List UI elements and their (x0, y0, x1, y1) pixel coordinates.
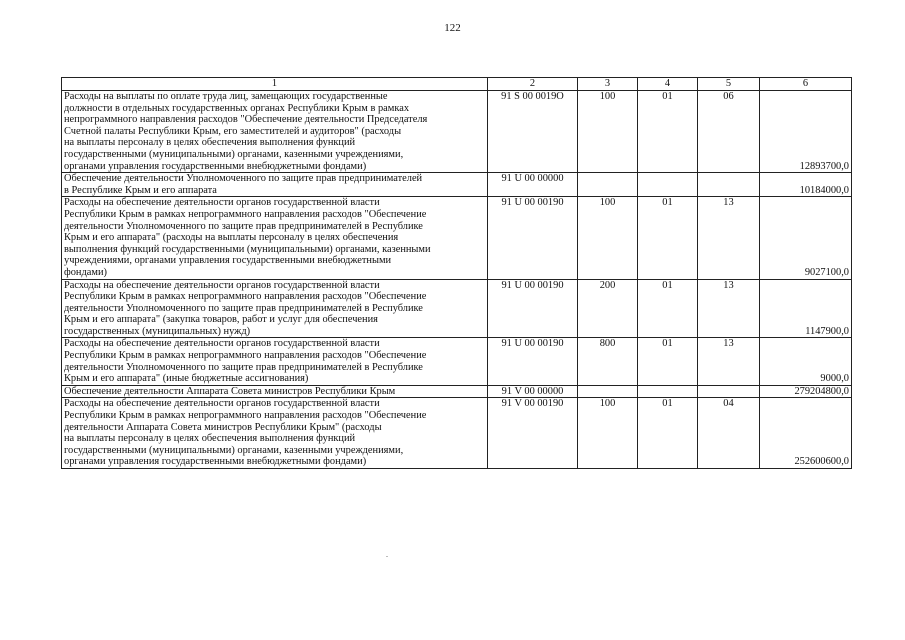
expense-type-code (578, 173, 638, 197)
expense-description (62, 385, 488, 398)
column-header: 4 (638, 78, 698, 91)
description-line: Республики Крым в рамках непрограммного направления расходов "Обеспечение (64, 291, 427, 303)
table-row (62, 385, 852, 398)
table-row (62, 279, 852, 338)
column-header: 5 (698, 78, 760, 91)
table-row (62, 173, 852, 197)
table-row (62, 197, 852, 279)
description-line: в Республике Крым и его аппарата (64, 184, 217, 196)
description-line: деятельности Уполномоченного по защите прав предпринимателей в Республике (64, 302, 423, 314)
page-number: 122 (444, 22, 461, 34)
table-row (62, 338, 852, 385)
description-line: Расходы на обеспечение деятельности органов государственной власти (64, 338, 380, 350)
subsection-code: 13 (698, 197, 760, 279)
description-line: Обеспечение деятельности Аппарата Совета министров Республики Крым (64, 385, 396, 397)
subsection-code: 06 (698, 91, 760, 173)
column-header: 1 (62, 78, 488, 91)
subsection-code: 04 (698, 398, 760, 469)
description-line: Расходы на выплаты по оплате труда лиц, замещающих государственные (64, 91, 388, 102)
section-code: 01 (638, 338, 698, 385)
target-article-code: 91 V 00 00190 (488, 398, 578, 469)
target-article-code: 91 V 00 00000 (488, 385, 578, 398)
description-line: Республики Крым в рамках непрограммного направления расходов "Обеспечение (64, 350, 427, 362)
description-line: на выплаты персоналу в целях обеспечения выполнения функций (64, 137, 356, 149)
amount-value: 279204800,0 (760, 385, 852, 398)
section-code: 01 (638, 398, 698, 469)
description-line: деятельности Аппарата Совета министров Республики Крым" (расходы (64, 421, 382, 433)
expense-type-code: 100 (578, 398, 638, 469)
expense-type-code: 100 (578, 197, 638, 279)
description-line: фондами) (64, 266, 107, 278)
target-article-code: 91 U 00 00000 (488, 173, 578, 197)
description-line: деятельности Уполномоченного по защите прав предпринимателей в Республике (64, 361, 423, 373)
description-line: Республики Крым в рамках непрограммного направления расходов "Обеспечение (64, 410, 427, 422)
expense-description (62, 173, 488, 197)
description-line: Крым и его аппарата" (иные бюджетные ассигнования) (64, 373, 309, 385)
section-code (638, 385, 698, 398)
description-line: Крым и его аппарата" (закупка товаров, работ и услуг для обеспечения (64, 314, 378, 326)
description-line: государственными (муниципальными) органами, казенными учреждениями, (64, 444, 404, 456)
description-line: Крым и его аппарата" (расходы на выплаты персоналу в целях обеспечения (64, 232, 399, 244)
section-code: 01 (638, 91, 698, 173)
target-article-code: 91 S 00 0019О (488, 91, 578, 173)
description-line: Расходы на обеспечение деятельности органов государственной власти (64, 279, 380, 291)
amount-value: 9027100,0 (760, 197, 852, 279)
description-line: Счетной палаты Республики Крым, его заместителей и аудиторов" (расходы (64, 125, 402, 137)
subsection-code: 13 (698, 338, 760, 385)
description-line: государственными (муниципальными) органами, казенными учреждениями, (64, 148, 404, 160)
description-line: на выплаты персоналу в целях обеспечения выполнения функций (64, 433, 356, 445)
expense-type-code: 100 (578, 91, 638, 173)
expense-description (62, 338, 488, 385)
amount-value: 252600600,0 (760, 398, 852, 469)
description-line: выполнения функций государственными (муниципальными) органами, казенными (64, 243, 431, 255)
description-line: учреждениями, органами управления государственными внебюджетными (64, 255, 392, 267)
expense-type-code (578, 385, 638, 398)
description-line: Обеспечение деятельности Уполномоченного по защите прав предпринимателей (64, 173, 423, 185)
amount-value: 12893700,0 (760, 91, 852, 173)
description-line: Расходы на обеспечение деятельности органов государственной власти (64, 197, 380, 209)
target-article-code: 91 U 00 00190 (488, 338, 578, 385)
subsection-code: 13 (698, 279, 760, 338)
column-header: 6 (760, 78, 852, 91)
scan-speck (386, 556, 388, 557)
description-line: должности в отдельных государственных органах Республики Крым в рамках (64, 102, 410, 114)
budget-table (61, 77, 852, 469)
column-header: 2 (488, 78, 578, 91)
description-line: органами управления государственными внебюджетными фондами) (64, 456, 367, 468)
description-line: государственных (муниципальных) нужд) (64, 325, 251, 337)
description-line: органами управления государственными внебюджетными фондами) (64, 160, 367, 172)
table-row (62, 91, 852, 173)
amount-value: 1147900,0 (760, 279, 852, 338)
column-header: 3 (578, 78, 638, 91)
table-header-row (62, 78, 852, 91)
expense-description (62, 398, 488, 469)
expense-description (62, 197, 488, 279)
expense-type-code: 200 (578, 279, 638, 338)
description-line: непрограммного направления расходов "Обеспечение деятельности Председателя (64, 114, 428, 126)
description-line: Республики Крым в рамках непрограммного направления расходов "Обеспечение (64, 208, 427, 220)
table-row (62, 398, 852, 469)
section-code: 01 (638, 279, 698, 338)
target-article-code: 91 U 00 00190 (488, 197, 578, 279)
description-line: деятельности Уполномоченного по защите прав предпринимателей в Республике (64, 220, 423, 232)
amount-value: 9000,0 (760, 338, 852, 385)
subsection-code (698, 173, 760, 197)
description-line: Расходы на обеспечение деятельности органов государственной власти (64, 398, 380, 410)
subsection-code (698, 385, 760, 398)
section-code: 01 (638, 197, 698, 279)
target-article-code: 91 U 00 00190 (488, 279, 578, 338)
section-code (638, 173, 698, 197)
expense-type-code: 800 (578, 338, 638, 385)
expense-description (62, 91, 488, 173)
amount-value: 10184000,0 (760, 173, 852, 197)
expense-description (62, 279, 488, 338)
